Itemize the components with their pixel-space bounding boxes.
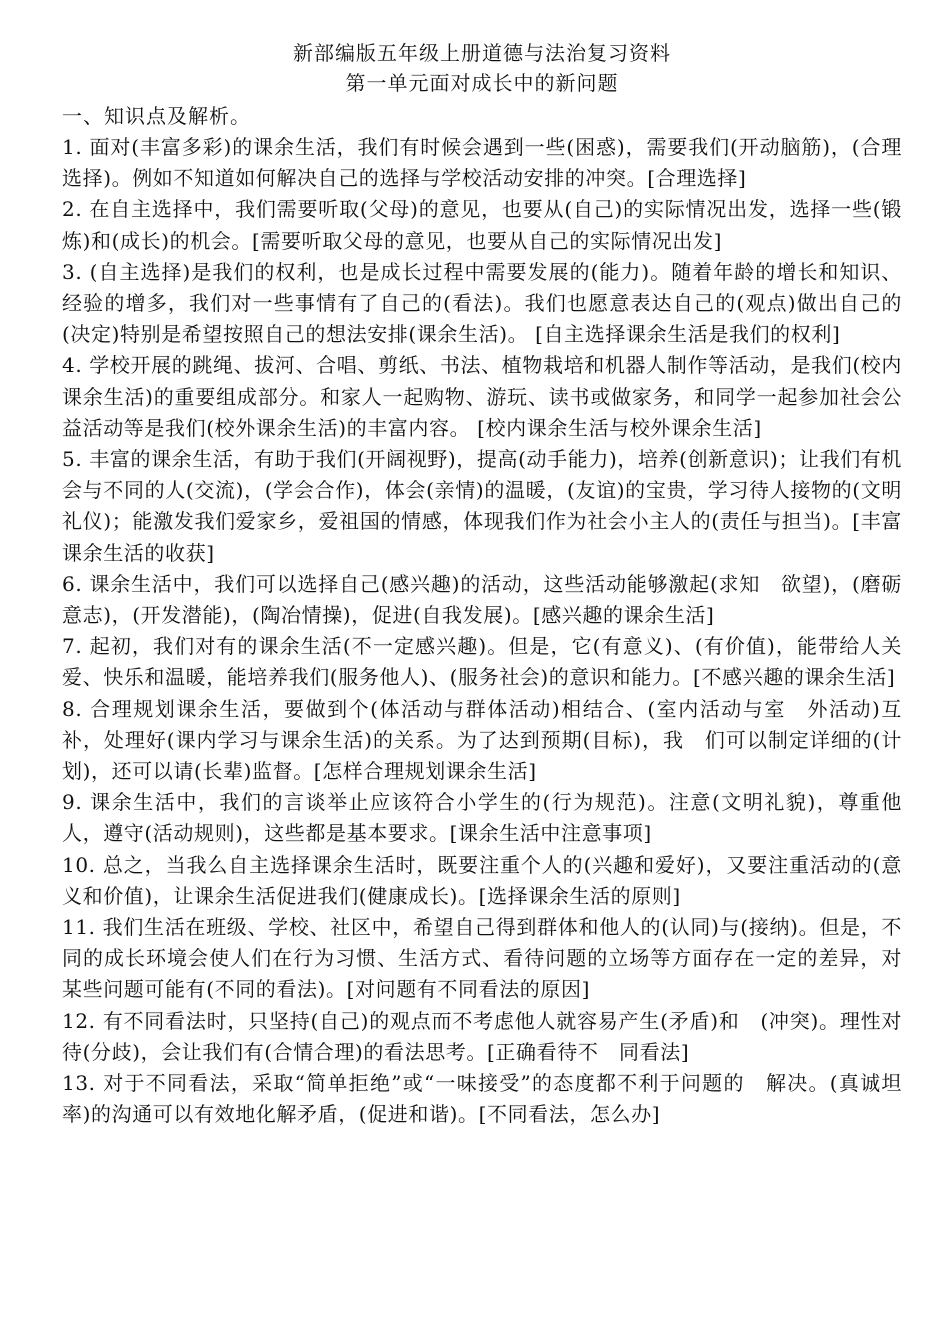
list-item: 4. 学校开展的跳绳、拔河、合唱、剪纸、书法、植物栽培和机器人制作等活动，是我们(校内课余生活)的重要组成部分。和家人一起购物、游玩、读书或做家务，和同学一起参加社会公益活动等是我们(校外课余生活)的丰富内容。 [校内课余生活与校外课余生活] (62, 353, 902, 440)
list-item: 3. (自主选择)是我们的权利，也是成长过程中需要发展的(能力)。随着年龄的增长和知识、经验的增多，我们对一些事情有了自己的(看法)。我们也愿意表达自己的(观点)做出自己的(决定)特别是希望按照自己的想法安排(课余生活)。 [自主选择课余生活是我们的权利] (62, 259, 902, 347)
list-item: 11. 我们生活在班级、学校、社区中，希望自己得到群体和他人的(认同)与(接纳)。但是，不同的成长环境会使人们在行为习惯、生活方式、看待问题的立场等方面存在一定的差异，对某些问题可能有(不同的看法)。[对问题有不同看法的原因] (62, 915, 902, 1002)
list-item: 7. 起初，我们对有的课余生活(不一定感兴趣)。但是，它(有意义)、(有价值)，能带给人关爱、快乐和温暖，能培养我们(服务他人)、(服务社会)的意识和能力。[不感兴趣的课余生活] (62, 634, 902, 690)
list-item: 10. 总之，当我么自主选择课余生活时，既要注重个人的(兴趣和爱好)，又要注重活动的(意义和价值)，让课余生活促进我们(健康成长)。[选择课余生活的原则] (62, 852, 902, 908)
list-item: 5. 丰富的课余生活，有助于我们(开阔视野)，提高(动手能力)，培养(创新意识)；让我们有机会与不同的人(交流)，(学会合作)，体会(亲情)的温暖，(友谊)的宝贵，学习待人接物的(文明礼仪)；能激发我们爱家乡，爱祖国的情感，体现我们作为社会小主人的(责任与担当)。[丰富课余生活的收获] (62, 447, 902, 565)
list-item: 1. 面对(丰富多彩)的课余生活，我们有时候会遇到一些(困惑)，需要我们(开动脑筋)，(合理选择)。例如不知道如何解决自己的选择与学校活动安排的冲突。[合理选择] (62, 135, 902, 191)
section-heading: 一、知识点及解析。 (62, 104, 251, 128)
list-item: 12. 有不同看法时，只坚持(自己)的观点而不考虑他人就容易产生(矛盾)和 (冲突)。理性对待(分歧)，会让我们有(合情合理)的看法思考。[正确看待不 同看法] (62, 1008, 902, 1064)
list-item: 6. 课余生活中，我们可以选择自己(感兴趣)的活动，这些活动能够激起(求知 欲望)，(磨砺意志)，(开发潜能)，(陶冶情操)，促进(自我发展)。[感兴趣的课余生活] (62, 571, 902, 628)
list-item: 2. 在自主选择中，我们需要听取(父母)的意见，也要从(自己)的实际情况出发，选择一些(锻炼)和(成长)的机会。[需要听取父母的意见，也要从自己的实际情况出发] (62, 197, 902, 253)
list-item: 9. 课余生活中，我们的言谈举止应该符合小学生的(行为规范)。注意(文明礼貌)，尊重他人，遵守(活动规则)，这些都是基本要求。[课余生活中注意事项] (62, 790, 902, 846)
list-item: 13. 对于不同看法，采取“简单拒绝”或“一味接受”的态度都不利于问题的 解决。(真诚坦率)的沟通可以有效地化解矛盾，(促进和谐)。[不同看法，怎么办] (62, 1071, 902, 1127)
unit-title: 第一单元面对成长中的新问题 (345, 71, 619, 95)
knowledge-points-list (62, 132, 902, 1131)
document-page (62, 38, 902, 1131)
list-item: 8. 合理规划课余生活，要做到个(体活动与群体活动)相结合、(室内活动与室 外活动)互补，处理好(课内学习与课余生活)的关系。为了达到预期(目标)，我 们可以制定详细的(计划)，还可以请(长辈)监督。[怎样合理规划课余生活] (62, 696, 902, 784)
document-title: 新部编版五年级上册道德与法治复习资料 (293, 41, 671, 65)
